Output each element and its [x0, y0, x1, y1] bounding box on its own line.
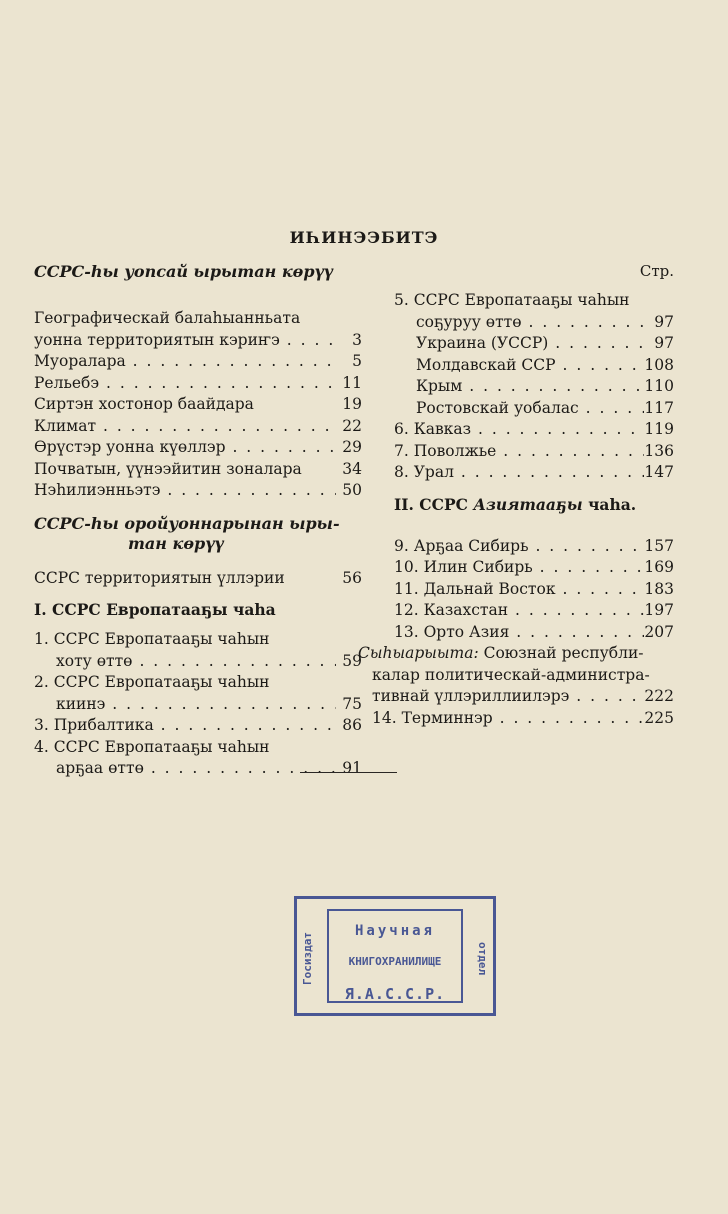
- toc-entry: Украина (УССР) . . . 97: [394, 333, 674, 355]
- toc-entry: Почватын, үүнээйитин зоналара 34: [34, 459, 362, 478]
- toc-entry: 11. Дальнай Восток . . . 183: [394, 579, 674, 601]
- toc-entry: 2. ССРС Европатааҕы чаһын киинэ . . . 75: [34, 672, 362, 715]
- section-heading-general: ССРС-һы уопсай ырытан көрүү: [34, 262, 333, 281]
- toc-entry: Өрүстэр уонна күөллэр . . . 29: [34, 437, 362, 459]
- toc-entry: 14. Терминнэр . . . 225: [372, 708, 674, 730]
- toc-entry: Крым . . . 110: [394, 376, 674, 398]
- toc-entry: 10. Илин Сибирь . . . 169: [394, 557, 674, 579]
- page-title: ИҺИНЭЭБИТЭ: [289, 228, 439, 247]
- part-heading-asian: II. ССРС Азиятааҕы чаһа.: [394, 494, 637, 514]
- toc-entry: ССРС территориятын үллэрии 56: [34, 568, 362, 587]
- divider-rule: [300, 772, 397, 773]
- toc-entry: 8. Урал . . . 147: [394, 462, 674, 484]
- toc-entry: 7. Поволжье . . . 136: [394, 441, 674, 463]
- toc-right-column: Стр. 5. ССРС Европатааҕы чаһын соҕуруу өттө . . . 97 Украина (УССР) . . . 97 Молдавскай ССР . . . 108 Крым . . . 110 Ростовскай уобалас . . . 117 6. Кавказ . . . 119 7. Поволжье . . . 136 8. Урал . . . 147 II. ССРС Азиятааҕы чаһа. 9. Арҕаа Сибирь . . . 157 10. Илин Сибирь . . . 169 11. Дальнай Восток . . . 183 12. Казахстан . . . 197 13. Орто Азия . . . 207 Сыһыарыыта: Союзнай республи- калар политическай-администра- тивнай үллэриллиилэрэ . . . 222 14. Терминнэр . . . 225: [394, 262, 674, 729]
- toc-entry: Географическай балаһыанньата уонна территориятын кэриҥэ . . . 3: [34, 308, 362, 351]
- toc-left-column: [34, 262, 362, 780]
- toc-entry: 3. Прибалтика . . . 86: [34, 715, 362, 737]
- toc-entry: Нэһилиэнньэтэ . . . 50: [34, 480, 362, 502]
- toc-entry-appendix: Сыһыарыыта: Союзнай республи-: [358, 644, 644, 662]
- toc-entry: 13. Орто Азия . . . 207: [394, 622, 674, 644]
- toc-entry: 1. ССРС Европатааҕы чаһын хоту өттө . . . 59: [34, 629, 362, 672]
- toc-entry: 4. ССРС Европатааҕы чаһын арҕаа өттө . . . 91: [34, 737, 362, 780]
- part-heading-european: I. ССРС Европатааҕы чаһа: [34, 600, 276, 619]
- toc-entry: Молдавскай ССР . . . 108: [394, 355, 674, 377]
- section-heading-regional: ССРС-һы оройуоннарынан ыры- тан көрүү: [34, 513, 340, 553]
- toc-entry: 6. Кавказ . . . 119: [394, 419, 674, 441]
- toc-entry: Сиртэн хостонор баайдара 19: [34, 395, 362, 413]
- toc-entry: Муоралара . . . 5: [34, 351, 362, 373]
- toc-entry: 9. Арҕаа Сибирь . . . 157: [394, 536, 674, 558]
- toc-entry: 12. Казахстан . . . 197: [394, 600, 674, 622]
- toc-entry: Ростовскай уобалас . . . 117: [394, 398, 674, 420]
- toc-entry: 5. ССРС Европатааҕы чаһын соҕуруу өттө . . . 97: [394, 290, 674, 333]
- toc-entry: Рельебэ . . . 11: [34, 373, 362, 395]
- toc-entry: Климат . . . 22: [34, 416, 362, 438]
- page-column-label: Стр.: [639, 262, 674, 280]
- toc-entry: тивнай үллэриллиилэрэ . . . 222: [372, 686, 674, 708]
- library-stamp: Госиздат Научная КНИГОХРАНИЛИЩЕ Я.А.С.С.Р. отдел: [294, 896, 496, 1016]
